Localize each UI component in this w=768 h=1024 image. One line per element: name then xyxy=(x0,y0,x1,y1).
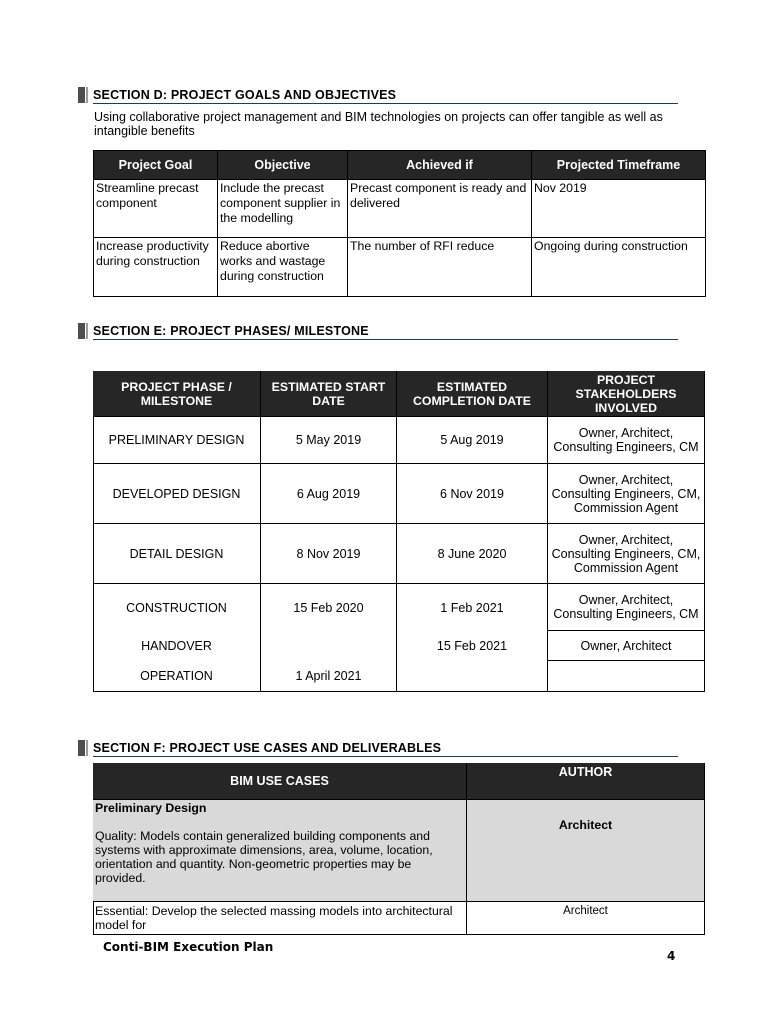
table-cell: Precast component is ready and delivered xyxy=(348,180,532,238)
phases-header-phase: PROJECT PHASE / MILESTONE xyxy=(93,371,261,417)
goals-header-achieved: Achieved if xyxy=(348,151,532,180)
table-cell xyxy=(548,661,705,692)
heading-marker xyxy=(78,87,85,103)
table-cell: Include the precast component supplier in the modelling xyxy=(218,180,348,238)
page-number: 4 xyxy=(667,949,676,963)
table-cell: Owner, Architect, Consulting Engineers, CM xyxy=(548,417,705,464)
use-case-text: Essential: Develop the selected massing models into architectural model for xyxy=(93,902,467,935)
table-cell: DEVELOPED DESIGN xyxy=(93,464,261,524)
phases-header-completion: ESTIMATED COMPLETION DATE xyxy=(397,371,548,417)
table-cell: Owner, Architect, Consulting Engineers, CM, Commission Agent xyxy=(548,524,705,584)
table-cell: 15 Feb 2020 xyxy=(261,584,397,631)
table-cell: Streamline precast component xyxy=(94,180,218,238)
table-cell: CONSTRUCTION xyxy=(93,584,261,631)
table-cell: Owner, Architect, Consulting Engineers, CM xyxy=(548,584,705,631)
table-cell: 6 Nov 2019 xyxy=(397,464,548,524)
section-f-heading xyxy=(78,740,678,756)
table-cell: 5 Aug 2019 xyxy=(397,417,548,464)
use-cases-header: BIM USE CASES xyxy=(93,763,467,800)
use-case-author: Architect xyxy=(467,800,705,902)
use-case-author: Architect xyxy=(467,902,705,935)
table-cell xyxy=(397,661,548,692)
goals-header-goal: Project Goal xyxy=(94,151,218,180)
goals-header-timeframe: Projected Timeframe xyxy=(532,151,706,180)
heading-marker xyxy=(78,323,85,339)
phases-header-stakeholders: PROJECT STAKEHOLDERS INVOLVED xyxy=(548,371,705,417)
table-cell: Ongoing during construction xyxy=(532,238,706,297)
table-cell: OPERATION xyxy=(93,661,261,692)
goals-header-objective: Objective xyxy=(218,151,348,180)
section-e-title: SECTION E: PROJECT PHASES/ MILESTONE xyxy=(93,324,369,338)
table-cell: The number of RFI reduce xyxy=(348,238,532,297)
author-header: AUTHOR xyxy=(467,763,705,800)
section-f-title: SECTION F: PROJECT USE CASES AND DELIVERABLES xyxy=(93,741,442,755)
table-cell: 5 May 2019 xyxy=(261,417,397,464)
heading-rule xyxy=(93,756,678,757)
table-cell: 8 Nov 2019 xyxy=(261,524,397,584)
table-cell: Reduce abortive works and wastage during construction xyxy=(218,238,348,297)
heading-rule xyxy=(93,339,678,340)
phases-table xyxy=(93,371,706,692)
heading-rule xyxy=(93,103,678,104)
goals-table xyxy=(93,150,706,297)
section-d-title: SECTION D: PROJECT GOALS AND OBJECTIVES xyxy=(93,88,397,102)
use-case-heading: Preliminary Design xyxy=(95,801,207,815)
section-d-heading xyxy=(78,87,678,103)
table-cell xyxy=(261,631,397,661)
table-cell: 8 June 2020 xyxy=(397,524,548,584)
table-cell: 1 April 2021 xyxy=(261,661,397,692)
table-cell: 1 Feb 2021 xyxy=(397,584,548,631)
list-item xyxy=(93,800,467,902)
use-case-text: Quality: Models contain generalized building components and systems with approximate dimensions, area, volume, location, orientation and quantity. Non-geometric properties may be provided. xyxy=(95,829,433,885)
table-cell: Owner, Architect, Consulting Engineers, CM, Commission Agent xyxy=(548,464,705,524)
heading-marker xyxy=(78,740,85,756)
table-cell: Increase productivity during construction xyxy=(94,238,218,297)
table-cell: 15 Feb 2021 xyxy=(397,631,548,661)
table-cell: PRELIMINARY DESIGN xyxy=(93,417,261,464)
phases-header-start: ESTIMATED START DATE xyxy=(261,371,397,417)
table-cell: HANDOVER xyxy=(93,631,261,661)
table-cell: Owner, Architect xyxy=(548,631,705,661)
section-e-heading xyxy=(78,323,678,339)
table-cell: Nov 2019 xyxy=(532,180,706,238)
section-d-intro: Using collaborative project management and BIM technologies on projects can offer tangible as well as intangible benefits xyxy=(94,110,663,138)
table-cell: DETAIL DESIGN xyxy=(93,524,261,584)
table-cell: 6 Aug 2019 xyxy=(261,464,397,524)
footer-doc-title: Conti-BIM Execution Plan xyxy=(103,940,274,954)
use-cases-table xyxy=(93,763,706,935)
